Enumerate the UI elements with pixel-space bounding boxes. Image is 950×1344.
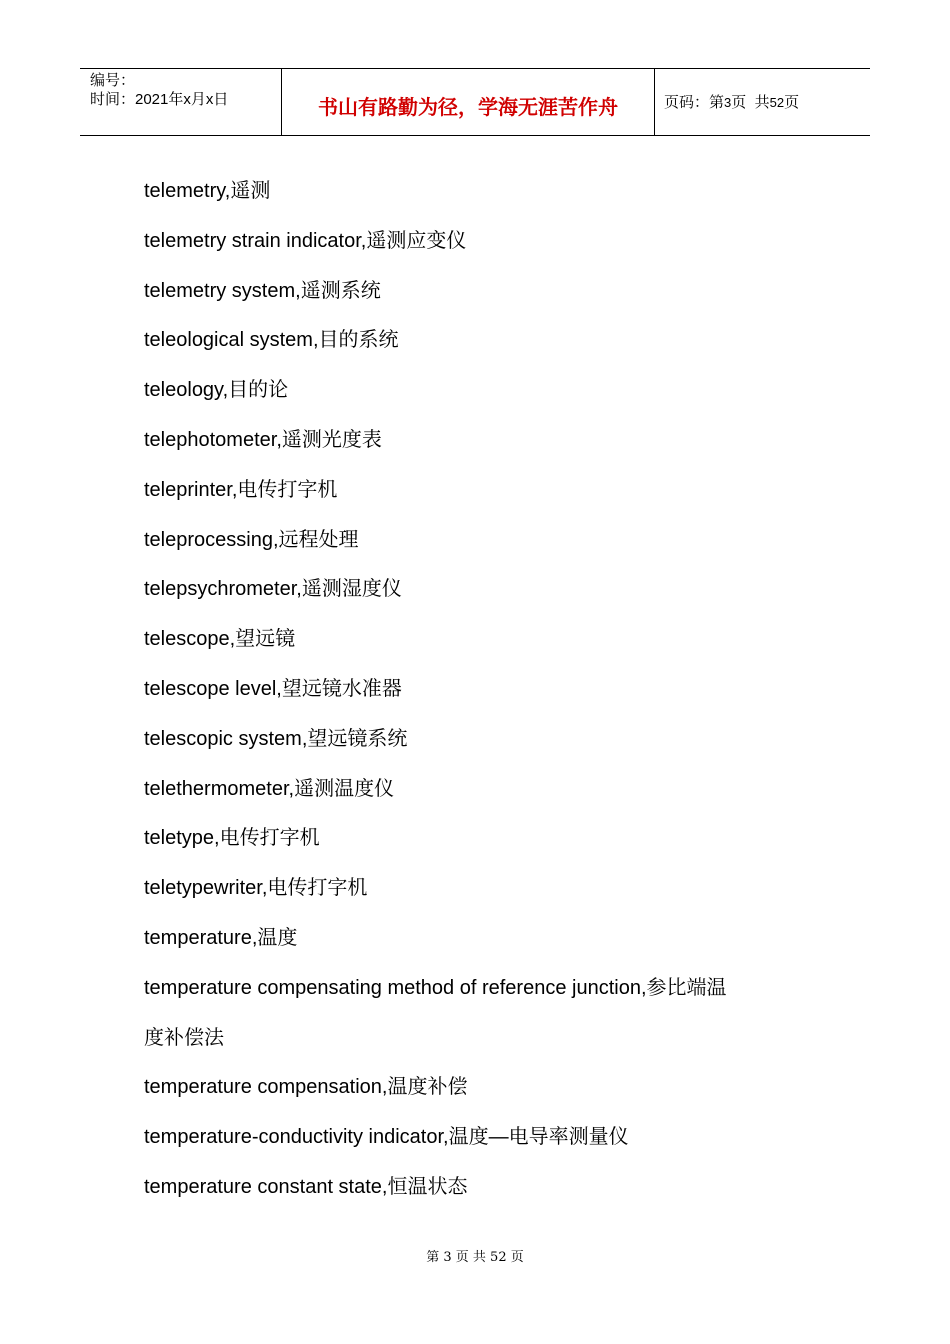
glossary-entry: temperature compensation,温度补偿 bbox=[144, 1076, 468, 1099]
glossary-entry: telemetry system,遥测系统 bbox=[144, 279, 381, 302]
glossary-entry: teleprinter,电传打字机 bbox=[144, 478, 338, 501]
number-label: 编号： bbox=[90, 72, 136, 89]
glossary-entry: teletypewriter,电传打字机 bbox=[144, 877, 368, 900]
glossary-list bbox=[144, 167, 824, 1213]
glossary-entry: telescopic system,望远镜系统 bbox=[144, 727, 408, 750]
page-middle: 页 共 bbox=[731, 94, 770, 111]
page-header bbox=[80, 68, 870, 136]
glossary-entry: temperature-conductivity indicator,温度—电导率测量仪 bbox=[144, 1126, 629, 1149]
glossary-entry: telemetry strain indicator,遥测应变仪 bbox=[144, 229, 467, 252]
page-total: 52 bbox=[769, 95, 785, 110]
page-suffix: 页 bbox=[784, 94, 800, 111]
glossary-entry: teletype,电传打字机 bbox=[144, 827, 320, 850]
glossary-entry: telethermometer,遥测温度仪 bbox=[144, 777, 395, 800]
glossary-entry: telemetry,遥测 bbox=[144, 180, 271, 202]
glossary-entry: temperature,温度 bbox=[144, 926, 298, 949]
glossary-entry: temperature constant state,恒温状态 bbox=[144, 1175, 468, 1198]
page-current: 3 bbox=[724, 95, 732, 110]
header-divider bbox=[654, 69, 655, 135]
glossary-entry: telescope,望远镜 bbox=[144, 628, 296, 651]
header-page-info bbox=[664, 93, 799, 112]
glossary-entry: teleology,目的论 bbox=[144, 379, 289, 402]
glossary-entry: temperature compensating method of reference junction,参比端温 bbox=[144, 976, 727, 999]
glossary-entry: telepsychrometer,遥测湿度仪 bbox=[144, 578, 402, 601]
glossary-entry-continuation: 度补偿法 bbox=[144, 1026, 224, 1049]
glossary-entry: teleprocessing,远程处理 bbox=[144, 528, 359, 551]
glossary-entry: teleological system,目的系统 bbox=[144, 329, 399, 352]
glossary-entry: telephotometer,遥测光度表 bbox=[144, 428, 382, 451]
page-prefix: 页码：第 bbox=[664, 94, 725, 111]
header-meta bbox=[90, 71, 228, 109]
glossary-entry: telescope level,望远镜水准器 bbox=[144, 677, 402, 700]
page-footer: 第 3 页 共 52 页 bbox=[426, 1250, 524, 1265]
header-motto: 书山有路勤为径，学海无涯苦作舟 bbox=[318, 95, 618, 119]
time-label: 时间：2021年x月x日 bbox=[90, 91, 229, 108]
